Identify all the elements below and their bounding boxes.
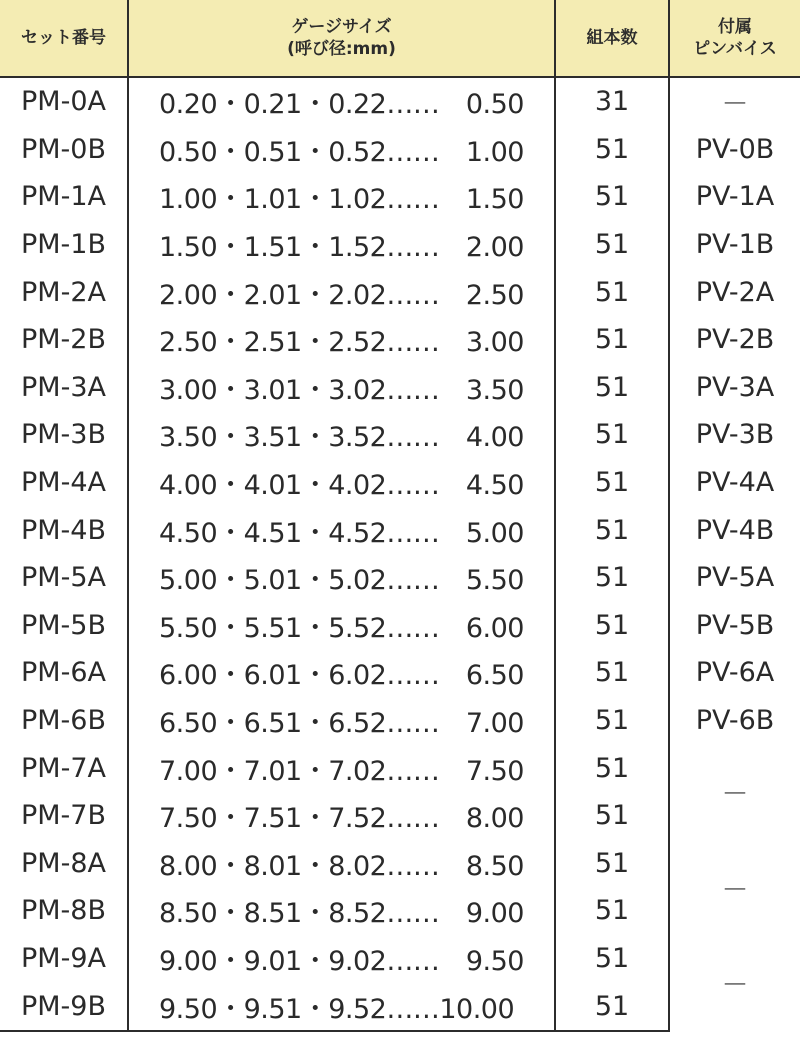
gauge-range-cell: 5.00・5.01・5.02…… 5.50 bbox=[128, 554, 555, 602]
count-cell: 51 bbox=[555, 316, 669, 364]
header-gauge-size bbox=[128, 0, 555, 77]
pin-vise-cell: PV-3A bbox=[669, 364, 800, 412]
header-set-number bbox=[0, 0, 128, 77]
count-cell: 31 bbox=[555, 77, 669, 126]
count-cell: 51 bbox=[555, 840, 669, 888]
pin-vise-cell: PV-2A bbox=[669, 268, 800, 316]
pin-vise-cell: PV-0B bbox=[669, 126, 800, 174]
header-count bbox=[555, 0, 669, 77]
gauge-range-cell: 8.50・8.51・8.52…… 9.00 bbox=[128, 887, 555, 935]
pin-vise-cell: PV-2B bbox=[669, 316, 800, 364]
gauge-range-cell: 7.00・7.01・7.02…… 7.50 bbox=[128, 744, 555, 792]
gauge-range-cell: 4.00・4.01・4.02…… 4.50 bbox=[128, 459, 555, 507]
header-pin-line2: ピンバイス bbox=[693, 39, 777, 59]
pin-vise-cell: PV-5A bbox=[669, 554, 800, 602]
table-row bbox=[0, 316, 800, 364]
set-number-cell: PM-0A bbox=[21, 86, 106, 118]
gauge-range-cell: 2.00・2.01・2.02…… 2.50 bbox=[128, 268, 555, 316]
pin-vise-cell: PV-6B bbox=[669, 697, 800, 745]
count-cell: 51 bbox=[555, 935, 669, 983]
table-row bbox=[0, 744, 800, 792]
set-number-cell: PM-7B bbox=[20, 800, 107, 832]
pin-vise-cell: PV-4A bbox=[669, 459, 800, 507]
gauge-range-cell: 7.50・7.51・7.52…… 8.00 bbox=[128, 792, 555, 840]
count-cell: 51 bbox=[555, 792, 669, 840]
count-cell: 51 bbox=[555, 173, 669, 221]
count-cell: 51 bbox=[555, 126, 669, 174]
gauge-range-cell: 1.50・1.51・1.52…… 2.00 bbox=[128, 221, 555, 269]
pin-vise-cell: PV-6A bbox=[669, 649, 800, 697]
header-gauge-title: ゲージサイズ bbox=[291, 17, 392, 37]
table-row bbox=[0, 221, 800, 269]
set-number-cell: PM-7A bbox=[21, 752, 106, 784]
table-row bbox=[0, 126, 800, 174]
table-row bbox=[0, 411, 800, 459]
count-cell: 51 bbox=[555, 887, 669, 935]
set-number-cell: PM-5B bbox=[20, 609, 107, 641]
gauge-range-cell: 0.50・0.51・0.52…… 1.00 bbox=[128, 126, 555, 174]
gauge-range-cell: 3.50・3.51・3.52…… 4.00 bbox=[128, 411, 555, 459]
set-number-cell: PM-3A bbox=[21, 371, 106, 403]
count-cell: 51 bbox=[555, 221, 669, 269]
header-pin-line1: 付属 bbox=[718, 17, 752, 37]
gauge-range-cell: 0.20・0.21・0.22…… 0.50 bbox=[128, 77, 555, 126]
set-number-cell: PM-0B bbox=[20, 133, 107, 165]
gauge-range-cell: 8.00・8.01・8.02…… 8.50 bbox=[128, 840, 555, 888]
table-row bbox=[0, 268, 800, 316]
set-number-cell: PM-5A bbox=[21, 562, 106, 594]
set-number-cell: PM-8A bbox=[21, 847, 106, 879]
header-row bbox=[0, 0, 800, 77]
gauge-range-cell: 3.00・3.01・3.02…… 3.50 bbox=[128, 364, 555, 412]
set-number-cell: PM-3B bbox=[20, 419, 107, 451]
pin-vise-cell: PV-1A bbox=[669, 173, 800, 221]
count-cell: 51 bbox=[555, 744, 669, 792]
table-row bbox=[0, 697, 800, 745]
table-row bbox=[0, 364, 800, 412]
gauge-range-cell: 2.50・2.51・2.52…… 3.00 bbox=[128, 316, 555, 364]
gauge-range-cell: 5.50・5.51・5.52…… 6.00 bbox=[128, 602, 555, 650]
gauge-range-cell: 6.50・6.51・6.52…… 7.00 bbox=[128, 697, 555, 745]
set-number-cell: PM-6A bbox=[21, 657, 106, 689]
set-number-cell: PM-4B bbox=[20, 514, 107, 546]
gauge-range-cell: 9.00・9.01・9.02…… 9.50 bbox=[128, 935, 555, 983]
set-number-cell: PM-9B bbox=[0, 982, 128, 1031]
count-cell: 51 bbox=[555, 459, 669, 507]
table-row bbox=[0, 459, 800, 507]
set-number-cell: PM-2B bbox=[20, 324, 107, 356]
table-row bbox=[0, 649, 800, 697]
count-cell: 51 bbox=[555, 411, 669, 459]
pin-vise-merged-cell: － bbox=[669, 935, 800, 1031]
header-count-label: 組本数 bbox=[586, 28, 638, 48]
pin-vise-cell: － bbox=[669, 77, 800, 126]
set-number-cell: PM-1B bbox=[20, 229, 107, 261]
set-number-cell: PM-1A bbox=[21, 181, 106, 213]
count-cell: 51 bbox=[555, 697, 669, 745]
header-set-number-label: セット番号 bbox=[21, 28, 106, 48]
set-number-cell: PM-6B bbox=[20, 705, 107, 737]
pin-vise-merged-cell: － bbox=[669, 744, 800, 839]
count-cell: 51 bbox=[555, 268, 669, 316]
gauge-range-cell: 4.50・4.51・4.52…… 5.00 bbox=[128, 506, 555, 554]
header-gauge-unit: (呼び径:mm) bbox=[287, 39, 396, 59]
gauge-range-cell: 6.00・6.01・6.02…… 6.50 bbox=[128, 649, 555, 697]
table-row bbox=[0, 602, 800, 650]
set-number-cell: PM-4A bbox=[21, 467, 106, 499]
gauge-range-cell: 1.00・1.01・1.02…… 1.50 bbox=[128, 173, 555, 221]
table-row bbox=[0, 77, 800, 126]
count-cell: 51 bbox=[555, 554, 669, 602]
table-row bbox=[0, 173, 800, 221]
table-row bbox=[0, 554, 800, 602]
table-row bbox=[0, 840, 800, 888]
pin-vise-cell: PV-3B bbox=[669, 411, 800, 459]
set-number-cell: PM-9A bbox=[21, 942, 106, 974]
pin-vise-cell: PV-1B bbox=[669, 221, 800, 269]
pin-vise-merged-cell: － bbox=[669, 840, 800, 935]
table-row bbox=[0, 935, 800, 983]
table-row bbox=[0, 506, 800, 554]
count-cell: 51 bbox=[555, 364, 669, 412]
set-number-cell: PM-8B bbox=[20, 895, 107, 927]
pin-vise-cell: PV-5B bbox=[669, 602, 800, 650]
count-cell: 51 bbox=[555, 982, 669, 1031]
count-cell: 51 bbox=[555, 506, 669, 554]
gauge-range-cell: 9.50・9.51・9.52……10.00 bbox=[128, 982, 555, 1031]
set-number-cell: PM-2A bbox=[21, 276, 106, 308]
header-pin-vise bbox=[669, 0, 800, 77]
pin-vise-cell: PV-4B bbox=[669, 506, 800, 554]
count-cell: 51 bbox=[555, 602, 669, 650]
count-cell: 51 bbox=[555, 649, 669, 697]
